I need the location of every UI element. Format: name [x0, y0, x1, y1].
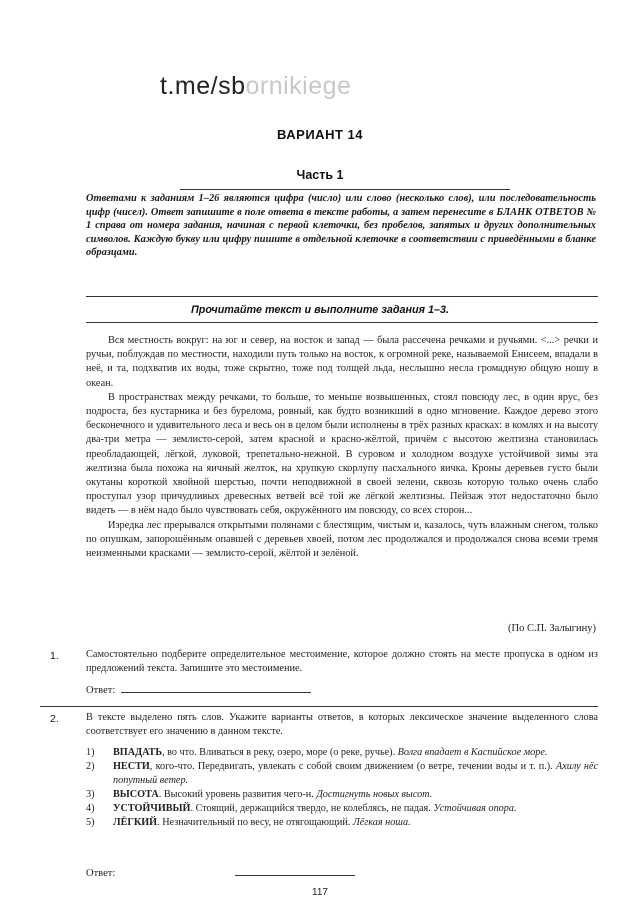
task-1-number: 1. — [50, 650, 59, 662]
task-2-answer-label: Ответ: — [86, 868, 116, 879]
task-1-answer-field[interactable] — [121, 683, 311, 693]
task-1-text: Самостоятельно подберите определительное местоимение, которое должно стоять на месте пропуска в одном из предложений текста. Запишите это местоимение. — [86, 649, 598, 674]
instructions-block: Ответами к заданиям 1–26 являются цифра (число) или слово (несколько слов), или последовательность цифр (чисел). Ответ запишите в поле ответа в тексте работы, а затем перенесите в БЛАНК ОТВЕТОВ № 1 справа от номера задания, начиная с первой клеточки, без пробелов, запятых и других дополнительных символов. Каждую букву или цифру пишите в отдельной клеточке в соответствии с приведёнными в бланке образцами. — [86, 193, 596, 259]
task-2-answer-field[interactable] — [235, 866, 355, 876]
text-paragraph-3: Изредка лес прерывался открытыми полянами с блестящим, чистым и, казалось, чуть влажным снегом, только по опушкам, запорошённым опавшей с деревьев хвоей, потом лес продолжался и продолжался снова всеми тремя неизменными красками — землисто-серой, жёлтой и зелёной. — [86, 519, 598, 560]
text-author: (По С.П. Залыгину) — [507, 623, 596, 634]
option-5: 5) ЛЁГКИЙ. Незначительный по весу, не отягощающий. Лёгкая ноша. — [86, 817, 411, 828]
task-divider — [40, 706, 598, 707]
task-2-options — [86, 746, 598, 830]
top-rule — [180, 189, 510, 190]
prompt-rule — [86, 322, 598, 323]
task-1-answer — [86, 683, 311, 696]
text-paragraph-1: Вся местность вокруг: на юг и север, на восток и запад — была рассечена речками и ручьями. <...> речки и ручьи, поблуждав по местности, находили путь только на восток, к огромной реке, называемой Енисеем, впадали в неё, и та, подхватив их воды, тоже скрытно, тоже под толщей льда, неслышно несла громадную общую ношу в океан. — [86, 335, 598, 389]
option-2: 2) НЕСТИ, кого-что. Передвигать, увлекать с собой своим движением (о ветре, течении воды и т. п.). Ахилу нёс попутный ветер. — [86, 761, 599, 786]
instructions-rule — [86, 296, 598, 297]
option-3: 3) ВЫСОТА. Высокий уровень развития чего-н. Достигнуть новых высот. — [86, 789, 433, 800]
task-2-number: 2. — [50, 713, 59, 725]
task-2-answer — [86, 866, 355, 879]
watermark-link: t.me/sbornikiege — [160, 72, 352, 100]
option-1: 1) ВПАДАТЬ, во что. Вливаться в реку, озеро, море (о реке, ручье). Волга впадает в Каспийское море. — [86, 747, 548, 758]
task-2-text: В тексте выделено пять слов. Укажите варианты ответов, в которых лексическое значение выделенного слова соответствует его значению в данном тексте. — [86, 712, 598, 737]
task-1-answer-label: Ответ: — [86, 685, 116, 696]
part-title: Часть 1 — [296, 168, 344, 182]
reading-prompt: Прочитайте текст и выполните задания 1–3. — [190, 304, 449, 316]
page-number: 117 — [312, 887, 328, 898]
text-paragraph-2: В пространствах между речками, то больше, то меньше возвышенных, стоял повсюду лес, в один ярус, без подроста, без кустарника и без бурелома, ровный, как будто возникший в одно мгновение. Каждое дерево этого бесконечного и удивительного леса и весь он в целом были исполнены в трёх разных красках: в комлях и на высоту два-три метра — землисто-серой, затем красной и красно-жёлтой, причём с высотою желтизна становилась преобладающей, лёгкой, луковой, трепетально-нежной. В суровом и холодном воздухе устойчивой зимы эта желтизна была похожа на яичный желток, на хрупкую скорлупу пасхального яичка. Кроны деревьев густо были окутаны короткой хвойной шерстью, почти неподвижной в своей зелени, сквозь которую только очень слабо проступал узор причудливых древесных ветвей всё той же лёгкой желтизны. Пейзаж этот недостаточно было видеть — в нём надо было чувствовать себя, окружённого им повсюду, со всех сторон... — [86, 391, 598, 517]
variant-title: ВАРИАНТ 14 — [277, 127, 363, 142]
option-4: 4) УСТОЙЧИВЫЙ. Стоящий, держащийся твердо, не колеблясь, не падая. Устойчивая опора. — [86, 803, 517, 814]
reading-text — [86, 334, 598, 561]
